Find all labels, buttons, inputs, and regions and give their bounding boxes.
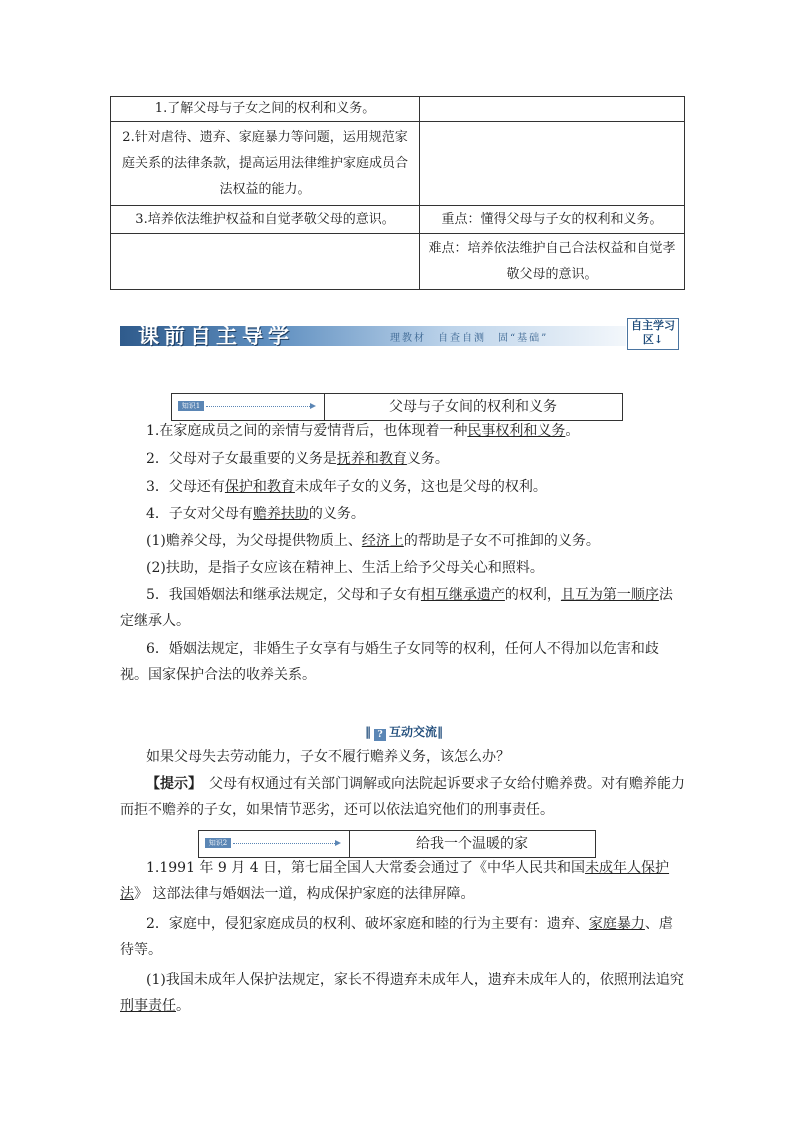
empty-cell — [111, 234, 420, 290]
knowledge2-header — [198, 830, 596, 858]
goals-table — [110, 96, 685, 290]
k1-item-6: 6．婚姻法规定，非婚生子女享有与婚生子女同等的权利，任何人不得加以危害和歧视。国家保护合法的收养关系。 — [120, 641, 659, 683]
self-study-box: 自主学习区↓ — [627, 318, 679, 350]
k1-item-4a: (1)赡养父母，为父母提供物质上、经济上的帮助是子女不可推卸的义务。 — [146, 533, 600, 549]
k1-item-4b: (2)扶助，是指子女应该在精神上、生活上给予父母关心和照料。 — [146, 560, 544, 576]
goal-2: 2.针对虐待、遗弃、家庭暴力等问题，运用规范家庭关系的法律条款，提高运用法律维护家庭成员合法权益的能力。 — [111, 122, 420, 206]
interact-label: ‖ ? 互动交流‖ — [365, 725, 444, 740]
bar-icon: ‖ — [437, 725, 444, 739]
goal-1: 1.了解父母与子女之间的权利和义务。 — [111, 97, 420, 122]
knowledge1-heading: 父母与子女间的权利和义务 — [389, 399, 557, 415]
empty-cell — [420, 97, 685, 122]
k1-item-1: 1.在家庭成员之间的亲情与爱情背后，也体现着一种民事权利和义务。 — [146, 423, 580, 439]
section-banner — [120, 318, 680, 348]
knowledge2-tag — [199, 831, 350, 857]
arrow-head-icon — [335, 840, 341, 846]
knowledge1-header — [171, 393, 623, 421]
knowledge1-tag — [172, 394, 325, 420]
k2-para-2: 2．家庭中，侵犯家庭成员的权利、破坏家庭和睦的行为主要有：遗弃、家庭暴力、虐待等。 — [120, 916, 673, 958]
arrow-head-icon — [310, 403, 316, 409]
knowledge-pill: 知识1 — [178, 401, 204, 411]
goal-3: 3.培养依法维护权益和自觉孝敬父母的意识。 — [111, 206, 420, 234]
knowledge-pill: 知识2 — [205, 838, 231, 848]
k1-item-4: 4．子女对父母有赡养扶助的义务。 — [146, 506, 365, 522]
key-point: 重点：懂得父母与子女的权利和义务。 — [420, 206, 685, 234]
arrow-line — [206, 406, 310, 407]
bar-icon: ‖ — [365, 725, 371, 739]
difficult-point: 难点：培养依法维护自己合法权益和自觉孝敬父母的意识。 — [420, 234, 685, 290]
k2-para-3: (1)我国未成年人保护法规定，家长不得遗弃未成年人，遗弃未成年人的，依照刑法追究刑事责任。 — [120, 972, 684, 1014]
k1-item-2: 2．父母对子女最重要的义务是抚养和教育义务。 — [146, 451, 449, 467]
interact-question: 如果父母失去劳动能力，子女不履行赡养义务，该怎么办？ — [146, 749, 510, 765]
arrow-line — [233, 843, 335, 844]
k1-item-5: 5．我国婚姻法和继承法规定，父母和子女有相互继承遗产的权利，且互为第一顺序法定继承人。 — [120, 587, 673, 629]
question-icon: ? — [374, 729, 386, 741]
k1-item-3: 3．父母还有保护和教育未成年子女的义务，这也是父母的权利。 — [146, 479, 547, 495]
k2-para-1: 1.1991 年 9 月 4 日，第七届全国人大常委会通过了《中华人民共和国未成年人保护法》 这部法律与婚姻法一道，构成保护家庭的法律屏障。 — [120, 860, 670, 902]
knowledge2-heading: 给我一个温暖的家 — [416, 836, 528, 852]
interact-hint: 【提示】 父母有权通过有关部门调解或向法院起诉要求子女给付赡养费。对有赡养能力而拒不赡养的子女，如果情节恶劣，还可以依法追究他们的刑事责任。 — [120, 776, 685, 818]
empty-cell — [420, 122, 685, 206]
banner-title: 课前自主导学 — [138, 323, 294, 348]
banner-subtitle: 理教材 自查自测 固“基础” — [390, 333, 549, 344]
